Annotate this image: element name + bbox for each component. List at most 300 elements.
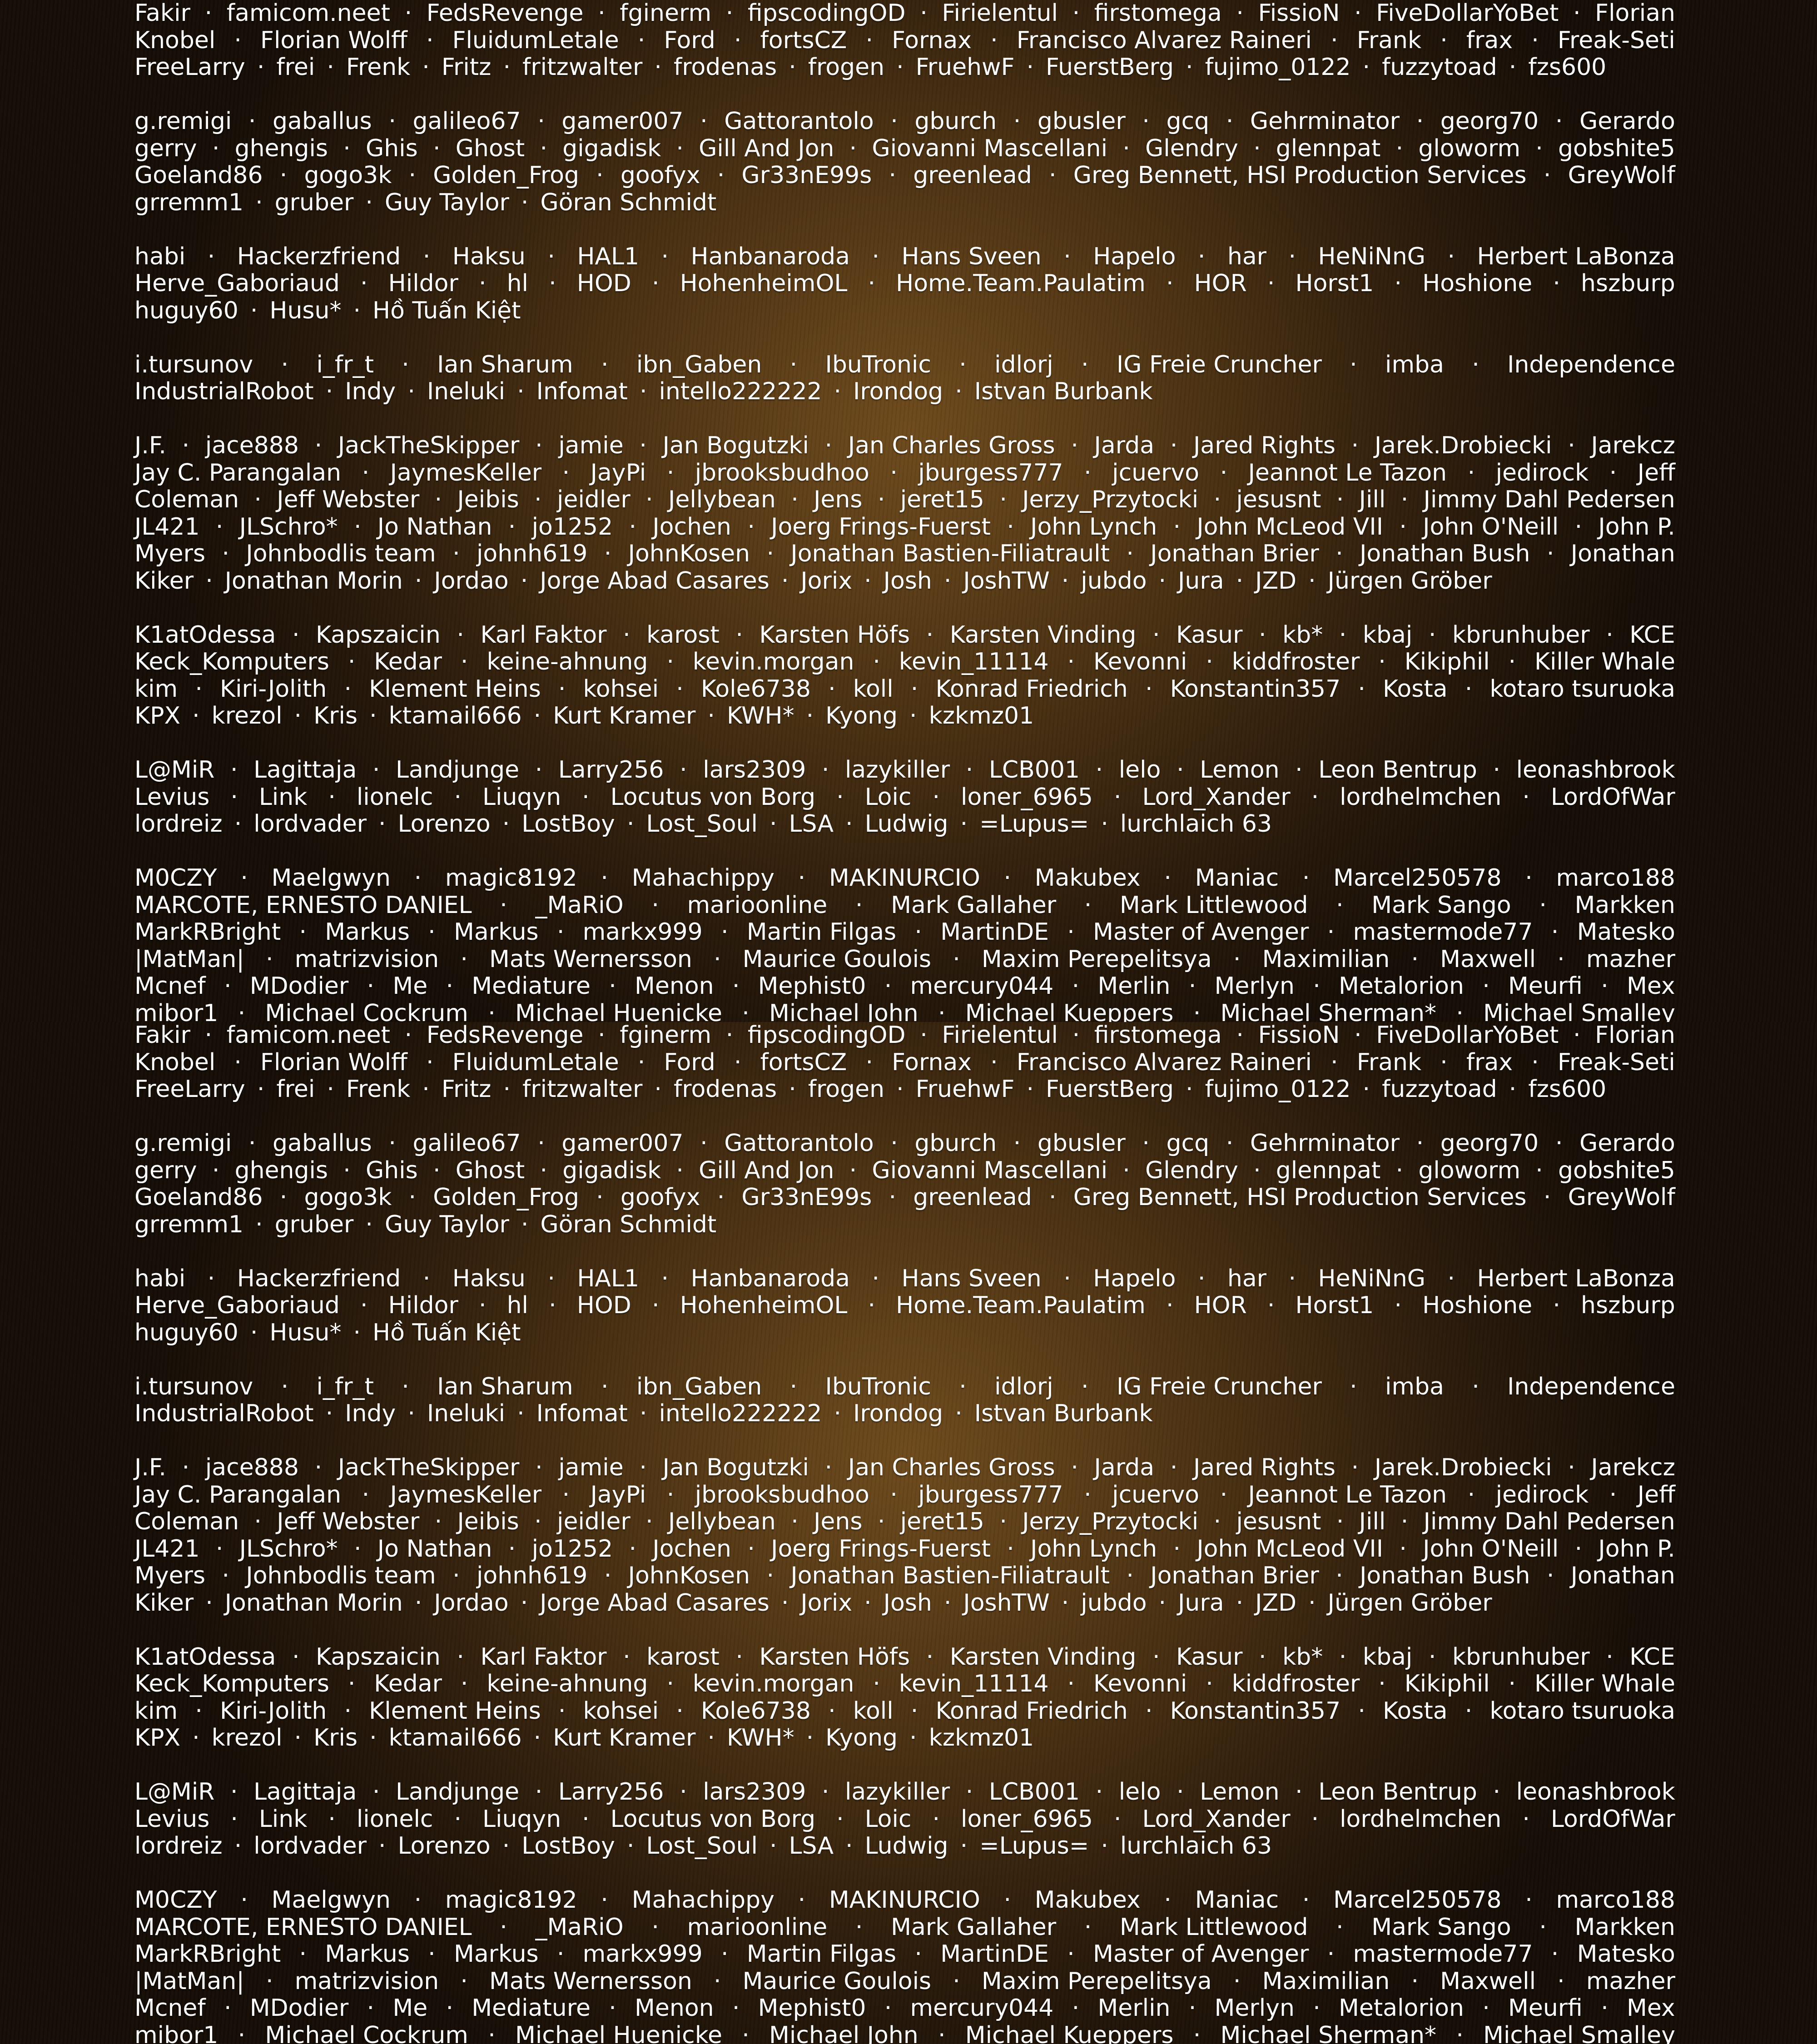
separator-dot: · <box>1606 622 1613 649</box>
contributor-name: Kris <box>313 703 357 730</box>
separator-dot: · <box>446 973 453 1000</box>
separator-dot: · <box>1101 1833 1108 1860</box>
separator-dot: · <box>914 919 922 946</box>
contributor-name: kevin.morgan <box>693 1671 854 1698</box>
contributor-name: intello222222 <box>659 1400 822 1428</box>
separator-dot: · <box>281 352 289 379</box>
separator-dot: · <box>1509 1076 1517 1103</box>
separator-dot: · <box>1145 1698 1153 1725</box>
separator-dot: · <box>1609 460 1617 487</box>
contributor-name: Maniac <box>1195 865 1279 892</box>
separator-dot: · <box>1551 1941 1559 1968</box>
contributor-name: Göran Schmidt <box>540 1211 716 1239</box>
contributor-name: Jorix <box>800 568 852 595</box>
separator-dot: · <box>1544 1184 1551 1211</box>
contributor-name: Kole6738 <box>701 1698 811 1725</box>
separator-dot: · <box>1313 973 1321 1000</box>
separator-dot: · <box>248 108 256 135</box>
contributor-name: gcq <box>1167 108 1210 135</box>
separator-dot: · <box>460 946 468 973</box>
contributor-name: JZD <box>1255 1590 1296 1617</box>
separator-dot: · <box>1551 919 1559 946</box>
separator-dot: · <box>1493 757 1501 784</box>
separator-dot: · <box>250 298 258 325</box>
separator-dot: · <box>1173 514 1181 541</box>
separator-dot: · <box>896 1076 904 1103</box>
contributor-name: kbaj <box>1363 622 1412 649</box>
separator-dot: · <box>327 54 334 81</box>
contributor-name: Lord_Xander <box>1142 784 1290 811</box>
separator-dot: · <box>1062 1590 1069 1617</box>
contributor-name: markx999 <box>583 1941 703 1968</box>
separator-dot: · <box>878 1508 885 1536</box>
separator-dot: · <box>890 1130 898 1157</box>
contributor-name: kb* <box>1282 1644 1323 1671</box>
separator-dot: · <box>960 811 968 838</box>
contributor-name: Haksu <box>452 1265 526 1293</box>
contributor-name: karost <box>646 1644 720 1671</box>
contributor-name: JaymesKeller <box>390 460 541 487</box>
contributor-name: habi <box>134 1265 185 1293</box>
separator-dot: · <box>866 27 874 55</box>
separator-dot: · <box>953 1968 960 1995</box>
contributor-name: har <box>1227 1265 1266 1293</box>
separator-dot: · <box>1236 1022 1244 1049</box>
separator-dot: · <box>872 243 879 271</box>
separator-dot: · <box>388 1130 396 1157</box>
contributor-name: Kasur <box>1176 1644 1242 1671</box>
contributor-name: MDodier <box>250 973 349 1000</box>
contributor-name: fipscodingOD <box>748 1022 906 1049</box>
separator-dot: · <box>1535 135 1543 163</box>
contributor-name: Jeff Webster <box>277 1508 419 1536</box>
contributor-name: lelo <box>1119 757 1161 784</box>
separator-dot: · <box>932 1806 940 1833</box>
separator-dot: · <box>1465 1698 1473 1725</box>
separator-dot: · <box>1114 1806 1122 1833</box>
contributor-name: Kurt Kramer <box>553 1725 695 1752</box>
contributor-name: Jordao <box>434 568 508 595</box>
contributor-name: Jens <box>814 1508 862 1536</box>
contributor-name: ghengis <box>235 1157 328 1185</box>
contributor-name: JZD <box>1255 568 1296 595</box>
separator-dot: · <box>845 1833 853 1860</box>
contributor-name: Kyong <box>825 1725 898 1752</box>
contributor-name: magic8192 <box>445 865 577 892</box>
separator-dot: · <box>890 108 898 135</box>
separator-dot: · <box>582 784 590 811</box>
contributor-name: JoshTW <box>963 568 1049 595</box>
separator-dot: · <box>292 622 300 649</box>
contributor-name: lazykiller <box>845 1779 950 1806</box>
separator-dot: · <box>596 162 604 189</box>
contributor-name: Jeibis <box>457 1508 519 1536</box>
separator-dot: · <box>966 757 973 784</box>
separator-dot: · <box>195 1698 203 1725</box>
separator-dot: · <box>598 0 606 27</box>
separator-dot: · <box>926 1644 934 1671</box>
separator-dot: · <box>638 27 645 55</box>
separator-dot: · <box>454 784 462 811</box>
contributor-name: lelo <box>1119 1779 1161 1806</box>
contributor-name: Herbert LaBonza <box>1477 1265 1675 1293</box>
separator-dot: · <box>1522 1806 1530 1833</box>
contributor-name: Lord_Xander <box>1142 1806 1290 1833</box>
contributor-name: Karsten Vinding <box>950 622 1137 649</box>
contributor-name: kzkmz01 <box>929 703 1034 730</box>
contributor-name: Michael Kueppers <box>965 2022 1174 2044</box>
separator-dot: · <box>766 1563 774 1590</box>
contributor-name: Marcel250578 <box>1333 865 1502 892</box>
separator-dot: · <box>623 1644 630 1671</box>
separator-dot: · <box>257 1076 265 1103</box>
separator-dot: · <box>254 486 262 514</box>
contributor-name: kiddfroster <box>1232 1671 1360 1698</box>
separator-dot: · <box>1003 1887 1011 1914</box>
contributor-name: KCE <box>1629 622 1675 649</box>
contributor-name: FedsRevenge <box>427 1022 584 1049</box>
separator-dot: · <box>834 1400 841 1428</box>
contributor-name: Myers <box>134 1563 205 1590</box>
contributor-name: ibn_Gaben <box>636 1374 762 1401</box>
separator-dot: · <box>257 54 265 81</box>
contributor-name: LSA <box>789 811 834 838</box>
separator-dot: · <box>517 378 525 406</box>
contributor-name: jcuervo <box>1112 460 1199 487</box>
separator-dot: · <box>1122 1157 1130 1185</box>
contributor-name: Markus <box>454 919 539 946</box>
contributor-name: lionelc <box>357 1806 433 1833</box>
separator-dot: · <box>604 1563 612 1590</box>
contributor-name: Jarekcz <box>1591 432 1675 460</box>
contributor-name: Mex <box>1627 1995 1675 2022</box>
separator-dot: · <box>828 1698 836 1725</box>
contributor-name: Lorenzo <box>398 1833 491 1860</box>
separator-dot: · <box>502 1833 510 1860</box>
separator-dot: · <box>864 1590 872 1617</box>
contributor-name: HohenheimOL <box>680 1292 848 1320</box>
separator-dot: · <box>714 946 721 973</box>
contributor-name: FiveDollarYoBet <box>1376 1022 1559 1049</box>
separator-dot: · <box>1335 1563 1343 1590</box>
contributor-name: Ineluki <box>427 1400 505 1428</box>
separator-dot: · <box>558 676 566 703</box>
contributor-name: Klement Heins <box>369 1698 541 1725</box>
contributor-name: Ford <box>664 1049 715 1077</box>
separator-dot: · <box>1553 270 1560 298</box>
separator-dot: · <box>1336 892 1344 919</box>
separator-dot: · <box>205 1590 213 1617</box>
separator-dot: · <box>1573 0 1581 27</box>
separator-dot: · <box>1535 1157 1543 1185</box>
separator-dot: · <box>639 432 647 460</box>
contributor-name: Klement Heins <box>369 676 541 703</box>
contributor-name: =Lupus= <box>979 811 1089 838</box>
contributor-name: Kikiphil <box>1405 649 1490 676</box>
contributor-name: Kapszaicin <box>316 622 441 649</box>
contributor-name: Mats Wernersson <box>489 946 692 973</box>
contributor-name: Johnbodlis team <box>246 541 436 568</box>
separator-dot: · <box>726 1022 734 1049</box>
separator-dot: · <box>601 865 608 892</box>
separator-dot: · <box>1456 1000 1464 1022</box>
contributor-name: leonashbrook <box>1516 1779 1675 1806</box>
contributor-name: Larry256 <box>558 1779 664 1806</box>
contributor-name: jeret15 <box>900 1508 984 1536</box>
contributor-name: Maniac <box>1195 1887 1279 1914</box>
separator-dot: · <box>849 135 857 163</box>
separator-dot: · <box>1063 1265 1071 1293</box>
separator-dot: · <box>836 784 844 811</box>
separator-dot: · <box>549 1292 556 1320</box>
contributor-name: Me <box>392 1995 427 2022</box>
contributor-name: fginerm <box>620 1022 711 1049</box>
contributor-name: Hildor <box>388 270 458 298</box>
separator-dot: · <box>806 703 814 730</box>
contributor-name: jcuervo <box>1112 1482 1199 1509</box>
contributor-name: Keck_Komputers <box>134 1671 329 1698</box>
separator-dot: · <box>791 1508 799 1536</box>
contributor-name: Konrad Friedrich <box>935 676 1127 703</box>
separator-dot: · <box>240 1887 248 1914</box>
separator-dot: · <box>1573 1022 1581 1049</box>
contributor-name: mercury044 <box>910 973 1054 1000</box>
separator-dot: · <box>651 892 659 919</box>
separator-dot: · <box>938 2022 946 2044</box>
contributor-name: kohsei <box>583 1698 659 1725</box>
contributor-name: GreyWolf <box>1568 162 1675 189</box>
separator-dot: · <box>1159 1590 1167 1617</box>
contributor-name: Francisco Alvarez Raineri <box>1017 27 1312 55</box>
separator-dot: · <box>182 1454 190 1482</box>
contributor-name: mercury044 <box>910 1995 1054 2022</box>
contributor-name: Jorix <box>800 1590 852 1617</box>
contributor-name: Makubex <box>1035 865 1141 892</box>
separator-dot: · <box>1468 460 1475 487</box>
separator-dot: · <box>457 1644 464 1671</box>
contributor-name: Infomat <box>536 1400 628 1428</box>
separator-dot: · <box>224 973 232 1000</box>
separator-dot: · <box>700 108 708 135</box>
separator-dot: · <box>627 1833 635 1860</box>
contributor-name: Jarek.Drobiecki <box>1375 1454 1552 1482</box>
contributor-name: L@MiR <box>134 757 214 784</box>
contributor-name: Levius <box>134 1806 209 1833</box>
contributor-name: John McLeod VII <box>1196 514 1383 541</box>
contributor-name: Metalorion <box>1339 973 1464 1000</box>
separator-dot: · <box>790 352 798 379</box>
contributor-name: matrizvision <box>295 1968 439 1995</box>
contributor-name: HeNiNnG <box>1318 1265 1426 1293</box>
separator-dot: · <box>845 811 853 838</box>
contributor-name: Matesko <box>1577 1941 1675 1968</box>
contributor-name: kohsei <box>583 676 659 703</box>
contributor-name: Horst1 <box>1296 270 1374 298</box>
contributor-name: Maelgwyn <box>272 865 391 892</box>
separator-dot: · <box>362 1482 370 1509</box>
separator-dot: · <box>666 1671 674 1698</box>
contributor-name: Killer Whale <box>1534 649 1675 676</box>
separator-dot: · <box>1354 0 1362 27</box>
separator-dot: · <box>1267 1292 1275 1320</box>
contributor-name: Jarda <box>1094 1454 1155 1482</box>
separator-dot: · <box>629 514 637 541</box>
contributor-name: Herve_Gaboriaud <box>134 1292 340 1320</box>
contributor-name: Knobel <box>134 1049 215 1077</box>
separator-dot: · <box>721 1941 729 1968</box>
contributor-name: hl <box>507 1292 528 1320</box>
contributor-name: famicom.neet <box>227 0 390 27</box>
separator-dot: · <box>479 270 487 298</box>
separator-dot: · <box>959 1374 967 1401</box>
separator-dot: · <box>1601 973 1608 1000</box>
separator-dot: · <box>732 1995 740 2022</box>
contributor-name: Lagittaja <box>253 757 357 784</box>
contributor-name: Home.Team.Paulatim <box>896 270 1146 298</box>
separator-dot: · <box>1350 352 1357 379</box>
separator-dot: · <box>781 1590 789 1617</box>
separator-dot: · <box>1311 784 1319 811</box>
separator-dot: · <box>294 703 302 730</box>
separator-dot: · <box>1177 1779 1184 1806</box>
separator-dot: · <box>315 1454 323 1482</box>
contributor-name: Jared Rights <box>1193 1454 1335 1482</box>
contributor-name: Ghis <box>366 1157 418 1185</box>
contributor-name: gamer007 <box>561 108 683 135</box>
separator-dot: · <box>1399 1536 1407 1563</box>
separator-dot: · <box>238 1000 246 1022</box>
separator-dot: · <box>328 784 336 811</box>
separator-dot: · <box>1289 243 1296 271</box>
separator-dot: · <box>372 757 380 784</box>
separator-dot: · <box>836 1806 844 1833</box>
contributor-name: Master of Avenger <box>1093 919 1309 946</box>
contributor-name: goofyx <box>621 1184 700 1211</box>
contributor-name: HAL1 <box>577 243 639 271</box>
contributor-name: kzkmz01 <box>929 1725 1034 1752</box>
separator-dot: · <box>1026 54 1034 81</box>
contributor-name: gigadisk <box>562 1157 661 1185</box>
separator-dot: · <box>521 1211 529 1239</box>
contributor-name: Kiri-Jolith <box>220 1698 327 1725</box>
separator-dot: · <box>789 54 796 81</box>
contributor-name: Maelgwyn <box>272 1887 391 1914</box>
contributor-name: Hans Sveen <box>901 243 1041 271</box>
separator-dot: · <box>423 1265 431 1293</box>
contributor-name: Merlin <box>1097 1995 1170 2022</box>
contributor-name: HAL1 <box>577 1265 639 1293</box>
separator-dot: · <box>422 1076 430 1103</box>
contributor-name: JLSchro* <box>239 514 338 541</box>
separator-dot: · <box>422 54 430 81</box>
contributor-name: Jonathan <box>1571 1563 1675 1590</box>
contributor-name: Michael John <box>769 2022 918 2044</box>
contributor-name: Karl Faktor <box>480 622 606 649</box>
separator-dot: · <box>521 189 529 217</box>
contributor-name: lurchlaich 63 <box>1120 811 1272 838</box>
contributor-name: Meurfi <box>1508 1995 1583 2022</box>
separator-dot: · <box>959 352 967 379</box>
contributor-name: ktamail666 <box>389 1725 522 1752</box>
separator-dot: · <box>990 1049 998 1077</box>
contributor-name: |MatMan| <box>134 946 244 973</box>
contributor-name: Lagittaja <box>253 1779 357 1806</box>
contributor-name: Glendry <box>1145 1157 1238 1185</box>
separator-dot: · <box>547 243 555 271</box>
contributor-name: leonashbrook <box>1516 757 1675 784</box>
contributor-name: Giovanni Mascellani <box>872 1157 1107 1185</box>
separator-dot: · <box>864 568 872 595</box>
contributor-name: magic8192 <box>445 1887 577 1914</box>
contributor-name: kevin_11114 <box>899 1671 1049 1698</box>
contributor-name: Hồ Tuấn Kiệt <box>372 298 521 325</box>
contributor-name: Loic <box>865 784 912 811</box>
contributor-name: Ghis <box>366 135 418 163</box>
separator-dot: · <box>932 784 940 811</box>
separator-dot: · <box>849 1157 857 1185</box>
separator-dot: · <box>890 460 898 487</box>
separator-dot: · <box>266 1968 273 1995</box>
separator-dot: · <box>789 1076 796 1103</box>
separator-dot: · <box>402 352 409 379</box>
separator-dot: · <box>1354 1022 1362 1049</box>
separator-dot: · <box>707 703 715 730</box>
contributor-name: lordvader <box>253 811 367 838</box>
contributor-name: Indy <box>345 378 396 406</box>
contributor-name: jeret15 <box>900 486 984 514</box>
contributor-name: frax <box>1466 1049 1513 1077</box>
separator-dot: · <box>1206 1671 1213 1698</box>
separator-dot: · <box>503 54 511 81</box>
separator-dot: · <box>1114 784 1122 811</box>
separator-dot: · <box>825 1454 833 1482</box>
contributor-name: kim <box>134 1698 178 1725</box>
contributor-name: Maxim Perepelitsya <box>982 1968 1212 1995</box>
separator-dot: · <box>299 1941 307 1968</box>
contributor-name: Kosta <box>1383 1698 1448 1725</box>
contributor-name: Jeff <box>1638 460 1675 487</box>
separator-dot: · <box>1081 352 1089 379</box>
contributor-name: frogen <box>808 54 884 81</box>
separator-dot: · <box>1575 1536 1583 1563</box>
contributor-name: Gr33nE99s <box>741 162 872 189</box>
contributor-name: marioonline <box>687 892 828 919</box>
contributor-name: L@MiR <box>134 1779 214 1806</box>
separator-dot: · <box>966 1779 973 1806</box>
separator-dot: · <box>1568 432 1575 460</box>
contributor-name: g.remigi <box>134 1130 232 1157</box>
contributor-name: Kasur <box>1176 622 1242 649</box>
contributor-name: lars2309 <box>703 1779 806 1806</box>
contributor-name: Jarekcz <box>1591 1454 1675 1482</box>
separator-dot: · <box>435 1508 442 1536</box>
contributor-name: ibn_Gaben <box>636 352 762 379</box>
contributor-name: Meurfi <box>1508 973 1583 1000</box>
separator-dot: · <box>1313 1995 1321 2022</box>
contributor-name: MDodier <box>250 1995 349 2022</box>
separator-dot: · <box>230 757 238 784</box>
contributor-name: gobshite5 <box>1558 135 1675 163</box>
contributor-name: gbusler <box>1038 108 1126 135</box>
separator-dot: · <box>1177 757 1184 784</box>
contributor-name: Jonathan Morin <box>225 1590 403 1617</box>
separator-dot: · <box>878 486 885 514</box>
contributor-name: fujimo_0122 <box>1205 1076 1351 1103</box>
contributor-name: KPX <box>134 703 180 730</box>
contributor-name: Leon Bentrup <box>1318 1779 1477 1806</box>
contributor-name: Liuqyn <box>482 1806 561 1833</box>
contributor-name: Hanbanaroda <box>690 1265 850 1293</box>
